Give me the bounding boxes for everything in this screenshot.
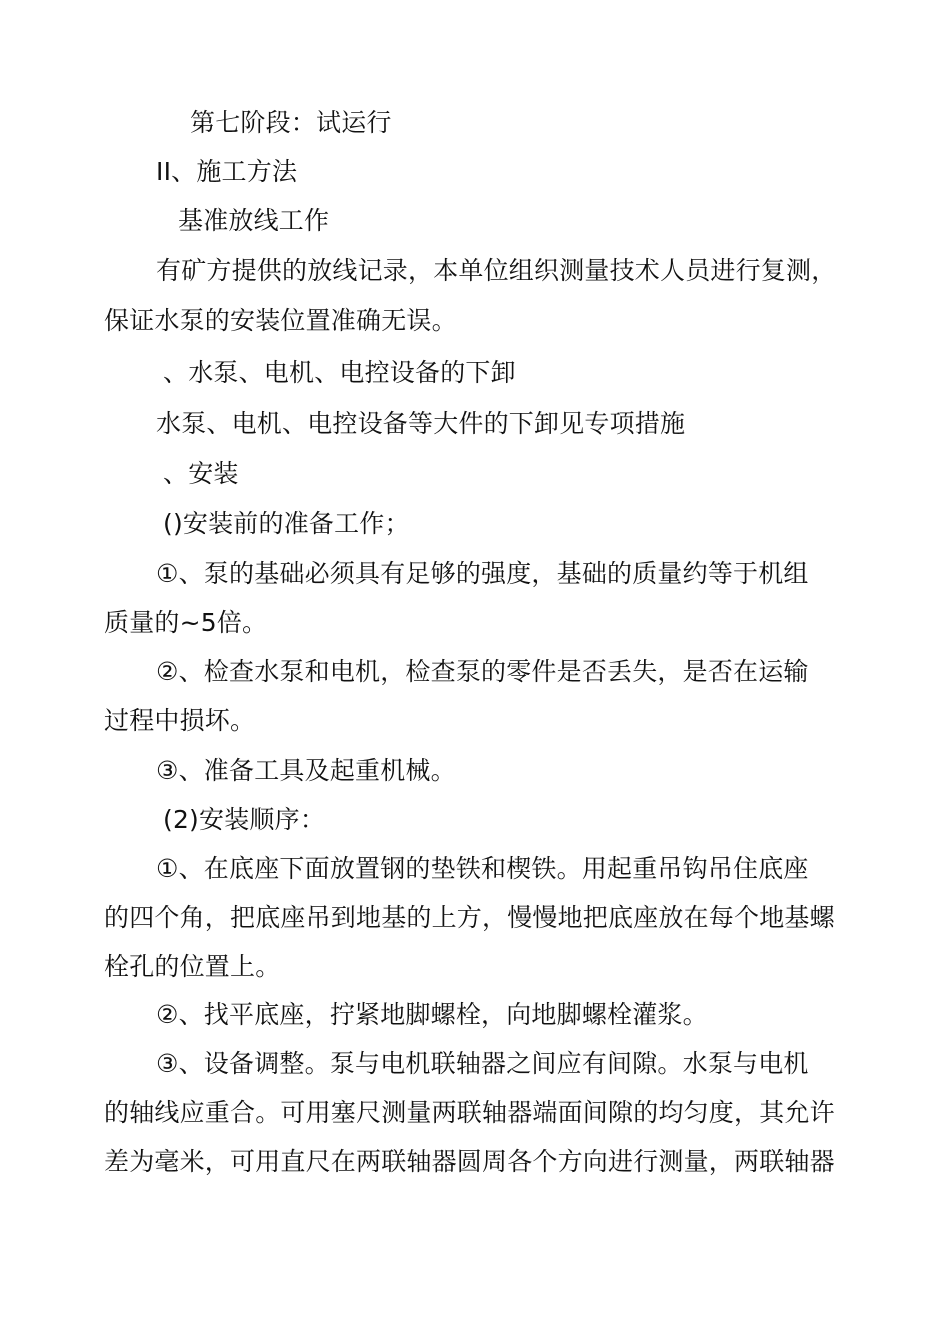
installation-heading: 、安装: [163, 459, 239, 488]
paragraph-line: 的轴线应重合。可用塞尺测量两联轴器端面间隙的均匀度，其允许: [104, 1098, 835, 1127]
paragraph-line: ①、泵的基础必须具有足够的强度，基础的质量约等于机组: [156, 559, 809, 588]
paragraph-line: 栓孔的位置上。: [104, 952, 281, 981]
paragraph-line: ③、设备调整。泵与电机联轴器之间应有间隙。水泵与电机: [156, 1049, 809, 1078]
paragraph-line: ①、在底座下面放置钢的垫铁和楔铁。用起重吊钩吊住底座: [156, 854, 809, 883]
paragraph-line: 的四个角，把底座吊到地基的上方，慢慢地把底座放在每个地基螺: [104, 903, 835, 932]
paragraph-line: 过程中损坏。: [104, 706, 256, 735]
paragraph-line: 质量的~5倍。: [104, 608, 268, 637]
install-sequence-heading: (2)安装顺序：: [163, 805, 326, 834]
stage-seven-heading: 第七阶段：试运行: [190, 108, 392, 137]
paragraph-line: 差为毫米，可用直尺在两联轴器圆周各个方向进行测量，两联轴器: [104, 1147, 835, 1176]
paragraph-line: 水泵、电机、电控设备等大件的下卸见专项措施: [156, 409, 686, 438]
paragraph-line: 有矿方提供的放线记录，本单位组织测量技术人员进行复测，: [156, 256, 837, 285]
baseline-layout-heading: 基准放线工作: [178, 206, 330, 235]
paragraph-line: ③、准备工具及起重机械。: [156, 756, 456, 785]
construction-method-heading: II、施工方法: [156, 157, 298, 186]
paragraph-line: ②、检查水泵和电机，检查泵的零件是否丢失，是否在运输: [156, 657, 809, 686]
preparation-heading: ()安装前的准备工作；: [163, 509, 410, 538]
paragraph-line: 保证水泵的安装位置准确无误。: [104, 306, 457, 335]
paragraph-line: ②、找平底座，拧紧地脚螺栓，向地脚螺栓灌浆。: [156, 1000, 708, 1029]
unloading-heading: 、水泵、电机、电控设备的下卸: [163, 358, 516, 387]
